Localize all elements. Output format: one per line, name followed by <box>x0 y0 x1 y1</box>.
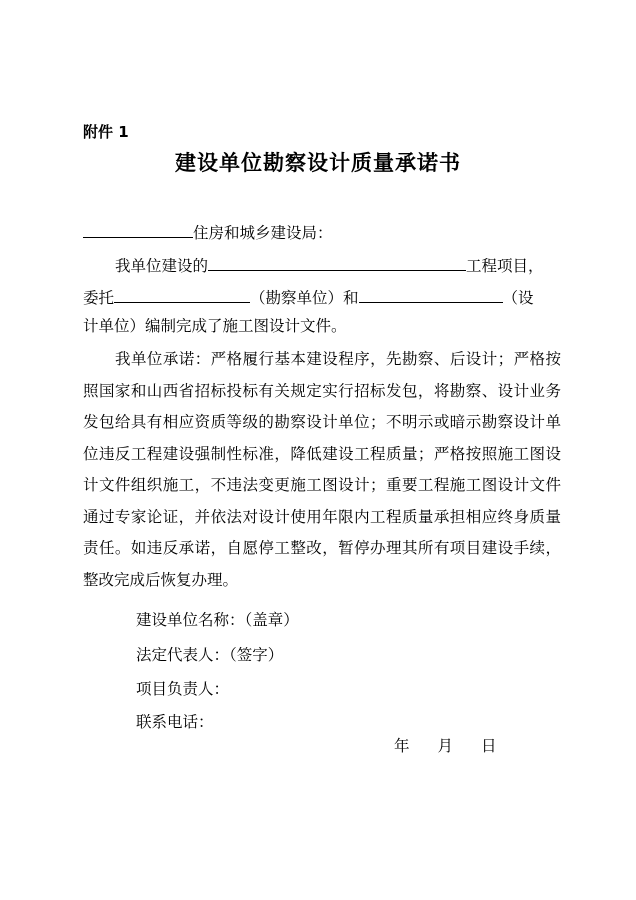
date-line <box>394 734 497 756</box>
intro-text-4: （勘察单位）和 <box>250 289 359 307</box>
commitment-paragraph: 我单位承诺：严格履行基本建设程序，先勘察、后设计；严格按照国家和山西省招标投标有关规定实行招标发包，将勘察、设计业务发包给具有相应资质等级的勘察设计单位；不明示或暗示勘察设计单位违反工程建设强制性标准，降低建设工程质量；严格按照施工图设计文件组织施工，不违法变更施工图设计；重要工程施工图设计文件通过专家论证，并依法对设计使用年限内工程质量承担相应终身质量责任。如违反承诺，自愿停工整改，暂停办理其所有项目建设手续，整改完成后恢复办理。 <box>83 350 561 589</box>
addressee-text: 住房和城乡建设局： <box>193 224 333 242</box>
intro-line-3: 计单位）编制完成了施工图设计文件。 <box>83 317 347 335</box>
date-month: 月 <box>437 737 454 755</box>
intro-line-2 <box>83 285 534 308</box>
intro-text-5: （设 <box>502 289 534 307</box>
intro-line-1 <box>115 253 544 276</box>
project-name-blank[interactable] <box>208 253 466 271</box>
design-unit-blank[interactable] <box>359 285 503 303</box>
unit-name-label: 建设单位名称：（盖章） <box>136 611 299 629</box>
phone-label: 联系电话： <box>136 713 214 731</box>
addressee-line <box>83 220 333 243</box>
intro-text-2: 工程项目， <box>466 257 544 275</box>
survey-unit-blank[interactable] <box>114 285 250 303</box>
project-lead-label: 项目负责人： <box>136 680 230 698</box>
intro-text-1: 我单位建设的 <box>115 257 209 275</box>
attachment-label: 附件 1 <box>83 123 129 141</box>
addressee-blank[interactable] <box>83 220 193 238</box>
intro-text-3: 委托 <box>83 289 115 307</box>
document-title: 建设单位勘察设计质量承诺书 <box>175 151 461 175</box>
legal-rep-label: 法定代表人：（签字） <box>136 646 284 664</box>
date-year: 年 <box>394 737 410 755</box>
date-day: 日 <box>481 737 497 755</box>
